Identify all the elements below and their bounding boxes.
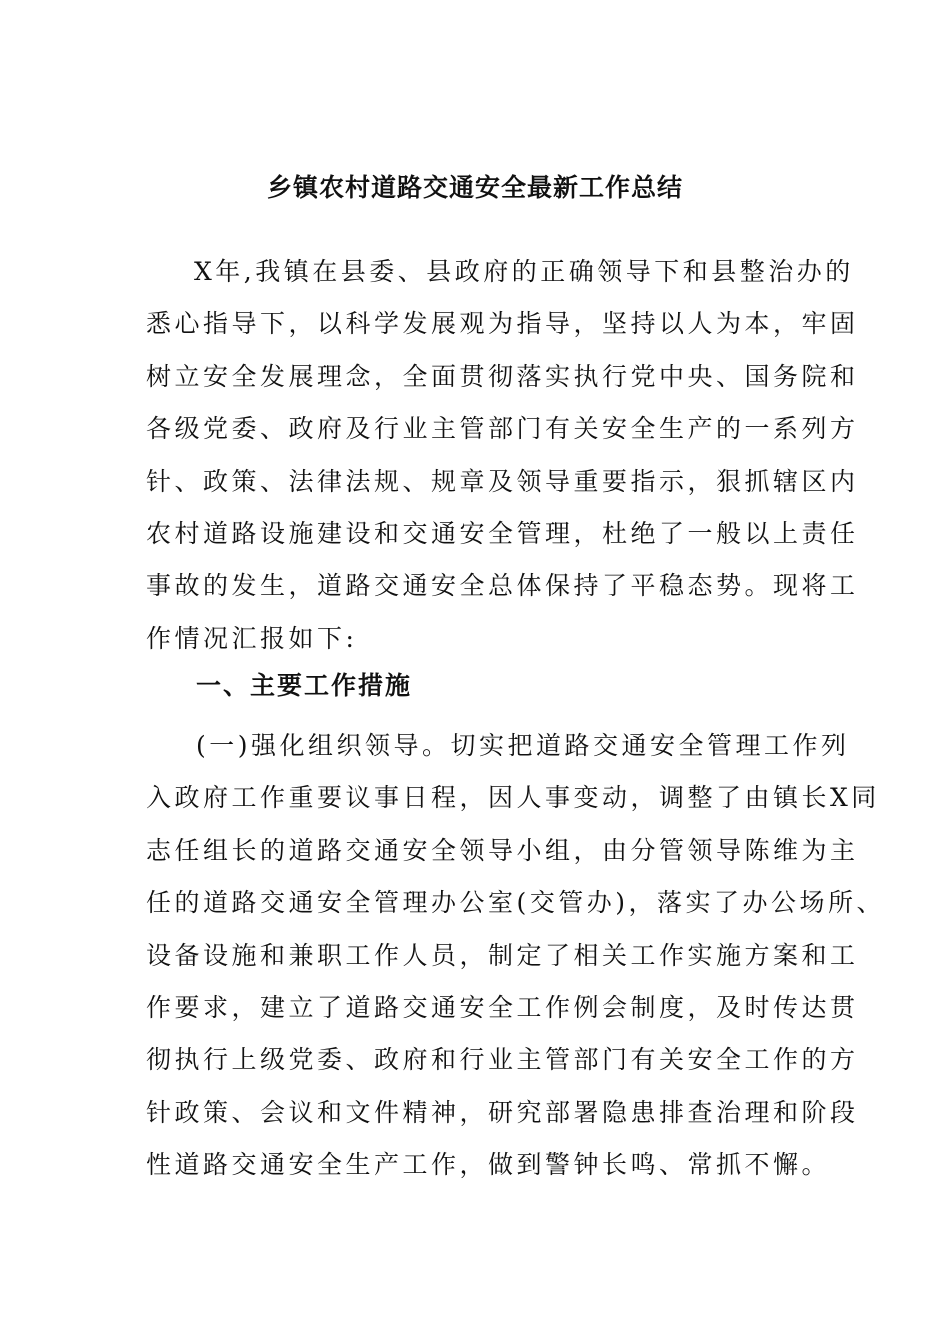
paragraph-intro [146, 246, 859, 665]
paragraph-line: 事故的发生，道路交通安全总体保持了平稳态势。现将工 [146, 571, 859, 601]
section-heading: 一、主要工作措施 [196, 671, 413, 700]
paragraph-line: 任的道路交通安全管理办公室(交管办)，落实了办公场所、 [146, 888, 886, 918]
paragraph-line: 作要求，建立了道路交通安全工作例会制度，及时传达贯 [146, 992, 859, 1022]
paragraph-line: 针、政策、法律法规、规章及领导重要指示，狠抓辖区内 [146, 466, 859, 496]
paragraph-line: 彻执行上级党委、政府和行业主管部门有关安全工作的方 [146, 1045, 859, 1075]
paragraph-line: 志任组长的道路交通安全领导小组，由分管领导陈维为主 [146, 835, 859, 865]
paragraph-line: (一)强化组织领导。切实把道路交通安全管理工作列 [196, 731, 850, 760]
paragraph-line: 各级党委、政府及行业主管部门有关安全生产的一系列方 [146, 414, 859, 444]
paragraph-line: 作情况汇报如下: [146, 623, 358, 653]
paragraph-line: 树立安全发展理念，全面贯彻落实执行党中央、国务院和 [146, 361, 859, 391]
paragraph-line: 性道路交通安全生产工作，做到警钟长鸣、常抓不懈。 [146, 1150, 831, 1180]
paragraph-line: 农村道路设施建设和交通安全管理，杜绝了一般以上责任 [146, 518, 859, 548]
paragraph-line: 针政策、会议和文件精神，研究部署隐患排查治理和阶段 [146, 1097, 859, 1127]
paragraph-line: X年,我镇在县委、县政府的正确领导下和县整治办的 [194, 257, 854, 286]
paragraph-line: 入政府工作重要议事日程，因人事变动，调整了由镇长X同 [146, 783, 880, 813]
document-title: 乡镇农村道路交通安全最新工作总结 [266, 173, 683, 202]
paragraph-line: 设备设施和兼职工作人员，制定了相关工作实施方案和工 [146, 940, 859, 970]
paragraph-line: 悉心指导下，以科学发展观为指导，坚持以人为本，牢固 [146, 309, 859, 339]
paragraph-organization [146, 720, 886, 1192]
